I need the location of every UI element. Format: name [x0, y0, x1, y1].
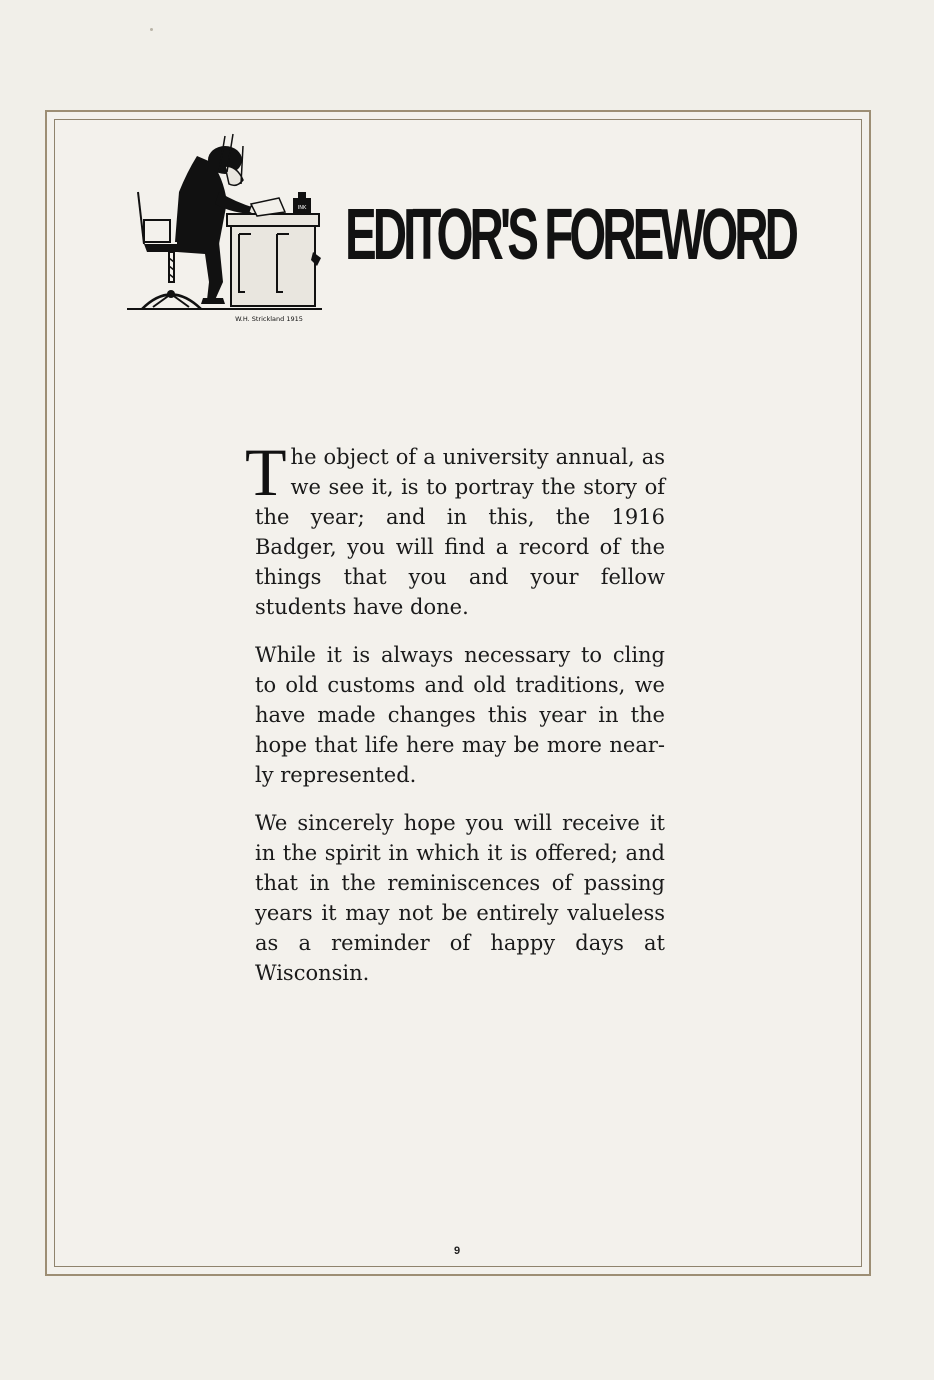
- ink-label: INK: [297, 205, 307, 211]
- editor-at-desk-illustration: [127, 132, 327, 332]
- paragraph-1: [245, 434, 665, 622]
- page-number: 9: [453, 1245, 461, 1257]
- paragraph-1-text: he object of a university annual, as we see it, is to portray the story of the year; and in this, the 1916 Badger, you will find a record of the things that you and your fellow students have done.: [255, 445, 665, 619]
- illustration-signature: W.H. Strickland 1915: [235, 315, 303, 323]
- foreword-text: [245, 434, 665, 988]
- page-border: [45, 110, 871, 1276]
- paragraph-3: We sincerely hope you will receive it in the spirit in which it is offered; and that in the reminiscences of passing years it may not be entirely valueless as a reminder of happy days at Wisconsin.: [255, 811, 665, 985]
- paragraph-2: While it is always necessary to cling to old customs and old traditions, we have made changes this year in the hope that life here may be more near-ly represented.: [255, 643, 665, 787]
- page-title: EDITOR'S FOREWORD: [345, 195, 795, 275]
- drop-cap: T: [245, 434, 287, 510]
- page-speck: [150, 28, 153, 31]
